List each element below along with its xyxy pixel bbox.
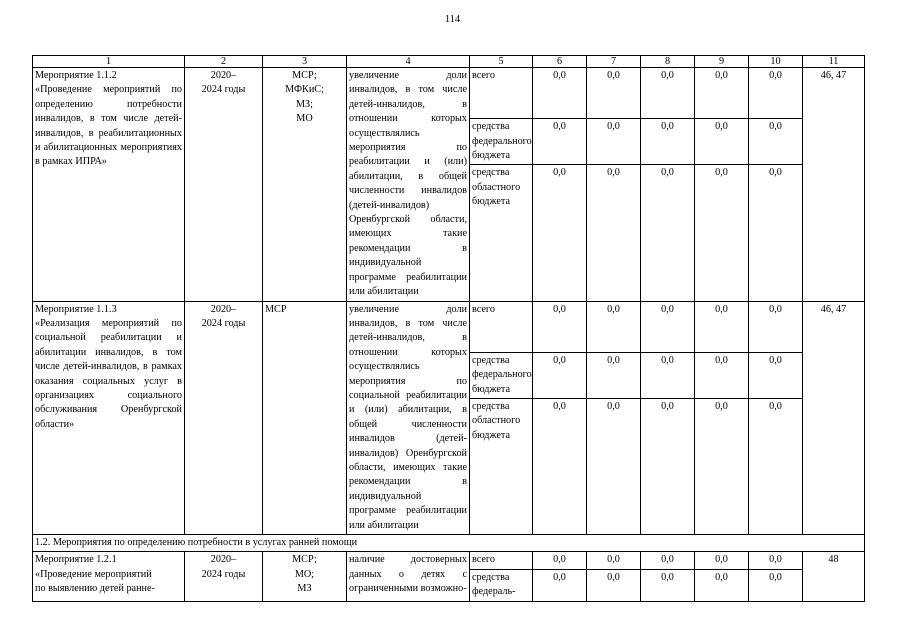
funding-source: средства областного бюджета [470,165,533,301]
activity-executors: МСР; МФКиС; МЗ; МО [263,68,347,302]
funding-value: 0,0 [641,301,695,352]
column-number: 10 [749,56,803,68]
funding-value: 0,0 [533,119,587,165]
funding-value: 0,0 [587,119,641,165]
funding-value: 0,0 [587,165,641,301]
column-number: 7 [587,56,641,68]
funding-value: 0,0 [749,165,803,301]
funding-source: средства федерального бюджета [470,119,533,165]
activity-period: 2020– 2024 годы [185,301,263,535]
funding-value: 0,0 [641,569,695,601]
column-number: 5 [470,56,533,68]
funding-value: 0,0 [587,569,641,601]
column-number: 8 [641,56,695,68]
activity-period: 2020– 2024 годы [185,552,263,601]
page-number: 114 [444,14,461,25]
funding-value: 0,0 [587,398,641,534]
funding-source: средства федерального бюджета [470,352,533,398]
activity-row [33,68,865,119]
funding-value: 0,0 [533,569,587,601]
table-body [33,56,865,602]
funding-value: 0,0 [641,68,695,119]
activity-period: 2020– 2024 годы [185,68,263,302]
activity-links: 46, 47 [803,68,865,302]
funding-value: 0,0 [533,352,587,398]
activity-executors: МСР; МО; МЗ [263,552,347,601]
funding-source: всего [470,68,533,119]
funding-source: средства федераль- [470,569,533,601]
column-number: 4 [347,56,470,68]
activity-links: 48 [803,552,865,601]
funding-source: средства областного бюджета [470,398,533,534]
funding-value: 0,0 [641,398,695,534]
funding-value: 0,0 [695,398,749,534]
funding-value: 0,0 [587,352,641,398]
funding-value: 0,0 [533,398,587,534]
funding-value: 0,0 [533,68,587,119]
activity-indicator: увеличение доли инвалидов, в том числе детей-инвалидов, в отношении которых осуществлялись мероприятия по социальной реабилитации и (или) абилитации, в общей численности инвалидов (детей-инвалидов) Оренбургской области, имеющих такие рекомендации в индивидуальной программе реабилитации или абилитации [347,301,470,535]
section-heading: 1.2. Мероприятия по определению потребности в услугах ранней помощи [33,535,865,552]
funding-value: 0,0 [533,165,587,301]
funding-value: 0,0 [695,68,749,119]
funding-value: 0,0 [695,552,749,569]
funding-value: 0,0 [749,119,803,165]
activity-title: Мероприятие 1.2.1 «Проведение мероприятий по выявлению детей ранне- [33,552,185,601]
funding-value: 0,0 [641,165,695,301]
funding-source: всего [470,301,533,352]
funding-value: 0,0 [533,552,587,569]
activity-links: 46, 47 [803,301,865,535]
funding-value: 0,0 [641,552,695,569]
column-number: 6 [533,56,587,68]
funding-value: 0,0 [641,119,695,165]
program-table [32,55,865,602]
funding-source: всего [470,552,533,569]
column-number: 9 [695,56,749,68]
funding-value: 0,0 [695,352,749,398]
funding-value: 0,0 [695,569,749,601]
funding-value: 0,0 [641,352,695,398]
funding-value: 0,0 [749,398,803,534]
funding-value: 0,0 [587,552,641,569]
funding-value: 0,0 [695,165,749,301]
column-number: 2 [185,56,263,68]
section-row [33,535,865,552]
activity-indicator: наличие достоверных данных о детях с ограниченными возможно- [347,552,470,601]
activity-row [33,552,865,569]
column-number-row [33,56,865,68]
funding-value: 0,0 [695,119,749,165]
activity-title: Мероприятие 1.1.2 «Проведение мероприятий по определению потребности инвалидов, в том числе детей-инвалидов, в реабилитационных и абилитационных мероприятиях в рамках ИПРА» [33,68,185,302]
funding-value: 0,0 [695,301,749,352]
funding-value: 0,0 [749,68,803,119]
funding-value: 0,0 [749,301,803,352]
funding-value: 0,0 [587,68,641,119]
funding-value: 0,0 [749,569,803,601]
activity-executors: МСР [263,301,347,535]
activity-title: Мероприятие 1.1.3 «Реализация мероприятий по социальной реабилитации и абилитации инвалидов, в том числе детей-инвалидов, в рамках оказания социальных услуг в организациях социального обслуживания Оренбургской области» [33,301,185,535]
column-number: 1 [33,56,185,68]
funding-value: 0,0 [749,552,803,569]
column-number: 3 [263,56,347,68]
activity-row [33,301,865,352]
activity-indicator: увеличение доли инвалидов, в том числе детей-инвалидов, в отношении которых осуществлялись мероприятия по реабилитации и (или) абилитации, в общей численности инвалидов (детей-инвалидов) Оренбургской области, имеющих такие рекомендации в индивидуальной программе реабилитации или абилитации [347,68,470,302]
column-number: 11 [803,56,865,68]
funding-value: 0,0 [587,301,641,352]
funding-value: 0,0 [533,301,587,352]
funding-value: 0,0 [749,352,803,398]
